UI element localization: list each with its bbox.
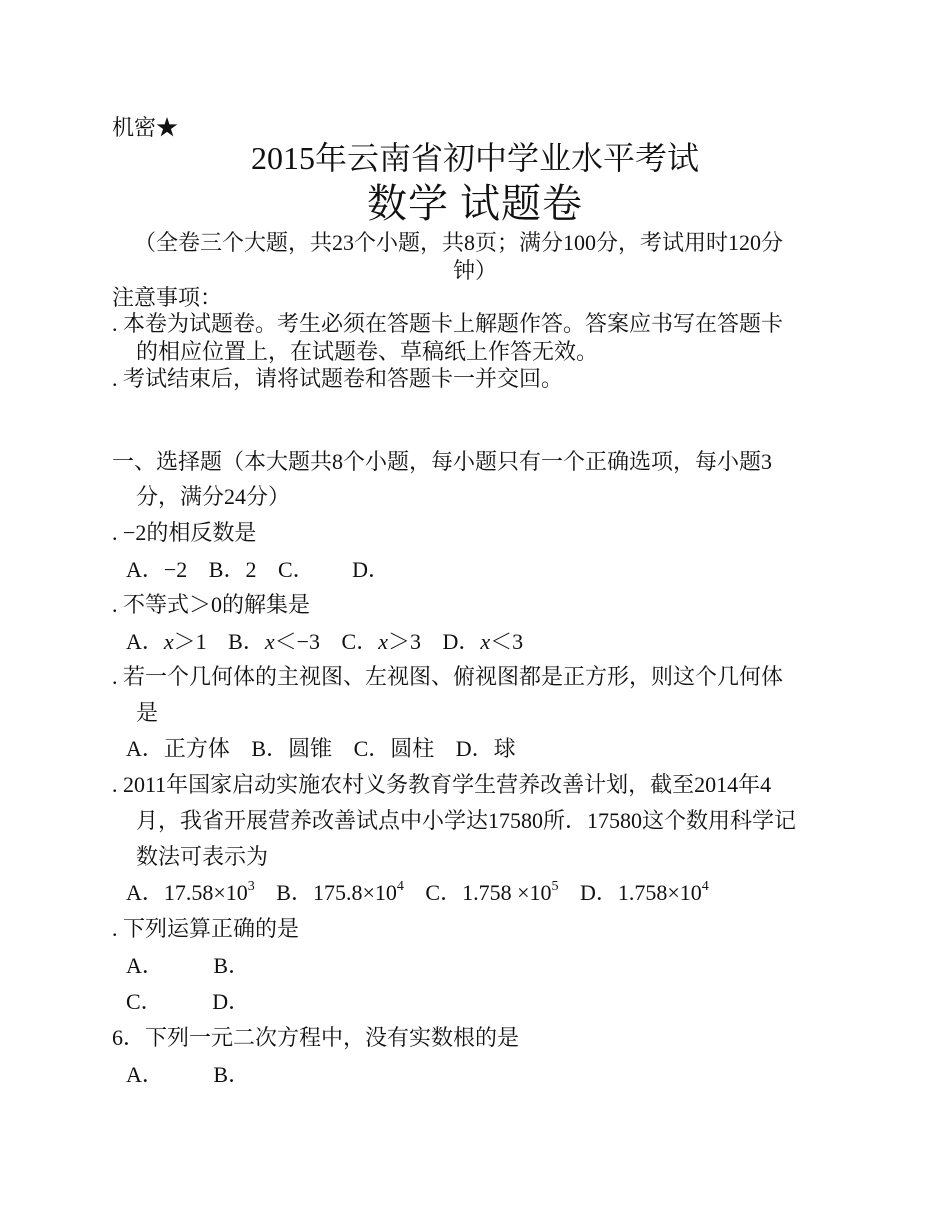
option-b: B．2 (208, 557, 257, 582)
option-a: A．正方体 (126, 736, 230, 761)
question-1-stem: . −2的相反数是 (112, 520, 257, 545)
question-6-options-row1 (126, 1060, 250, 1090)
question-3-options (126, 734, 516, 764)
exam-info-line1: （全卷三个大题，共23个小题，共8页；满分100分，考试用时120分 (134, 230, 784, 255)
question-6-stem: 6．下列一元二次方程中，没有实数根的是 (112, 1025, 520, 1050)
question-1-options (126, 555, 390, 585)
option-b: B．x＜−3 (228, 629, 321, 654)
option-a: A．$17.58\times 10^3$ (126, 878, 255, 905)
option-a: A． (126, 953, 164, 978)
option-d: D．x＜3 (442, 629, 524, 654)
question-4-stem-line3: 数法可表示为 (136, 844, 269, 869)
option-d: D．$1.758\times 10^4$ (579, 878, 709, 905)
option-a: A．−2 (126, 557, 188, 582)
option-d: D． (352, 557, 391, 582)
question-4-stem-line1: . 2011年国家启动实施农村义务教育学生营养改善计划，截至2014年4 (112, 772, 772, 797)
question-3-stem-line2: 是 (136, 700, 159, 725)
exam-subtitle: 数学 试题卷 (367, 181, 583, 226)
option-a: A．x＞1 (126, 629, 207, 654)
question-3-stem-line1: . 若一个几何体的主视图、左视图、俯视图都是正方形，则这个几何体 (112, 664, 784, 689)
notes-heading: 注意事项： (112, 285, 223, 310)
question-5-options-row1 (126, 951, 250, 981)
question-4-stem-line2: 月，我省开展营养改善试点中小学达17580所．17580这个数用科学记 (136, 808, 797, 833)
section1-heading-line2: 分，满分24分） (136, 484, 291, 509)
notes-item1-line2: 的相应位置上，在试题卷、草稿纸上作答无效。 (136, 339, 599, 364)
option-b: B． (213, 1062, 251, 1087)
question-2-stem: . 不等式＞0的解集是 (112, 592, 311, 617)
question-5-options-row2 (126, 987, 250, 1017)
notes-item2: . 考试结束后，请将试题卷和答题卡一并交回。 (112, 366, 564, 391)
question-4-options (126, 878, 709, 908)
option-a: A． (126, 1062, 164, 1087)
option-c: C． (277, 557, 315, 582)
question-2-options (126, 627, 523, 657)
confidential-mark: 机密★ (112, 115, 179, 140)
option-d: D． (212, 989, 251, 1014)
option-c: C．$1.758 \times 10^5$ (425, 878, 559, 905)
option-c: C．圆柱 (353, 736, 435, 761)
option-b: B．$175.8\times 10^4$ (276, 878, 404, 905)
question-5-stem: . 下列运算正确的是 (112, 916, 300, 941)
option-c: C．x＞3 (341, 629, 422, 654)
option-c: C． (126, 989, 163, 1014)
notes-item1-line1: . 本卷为试题卷。考生必须在答题卡上解题作答。答案应书写在答题卡 (112, 311, 784, 336)
option-b: B． (213, 953, 251, 978)
option-d: D．球 (455, 736, 516, 761)
section1-heading-line1: 一、选择题（本大题共8个小题，每小题只有一个正确选项，每小题3 (112, 449, 773, 474)
exam-title: 2015年云南省初中学业水平考试 (250, 140, 699, 176)
exam-info-line2: 钟） (452, 258, 497, 283)
option-b: B．圆锥 (251, 736, 333, 761)
